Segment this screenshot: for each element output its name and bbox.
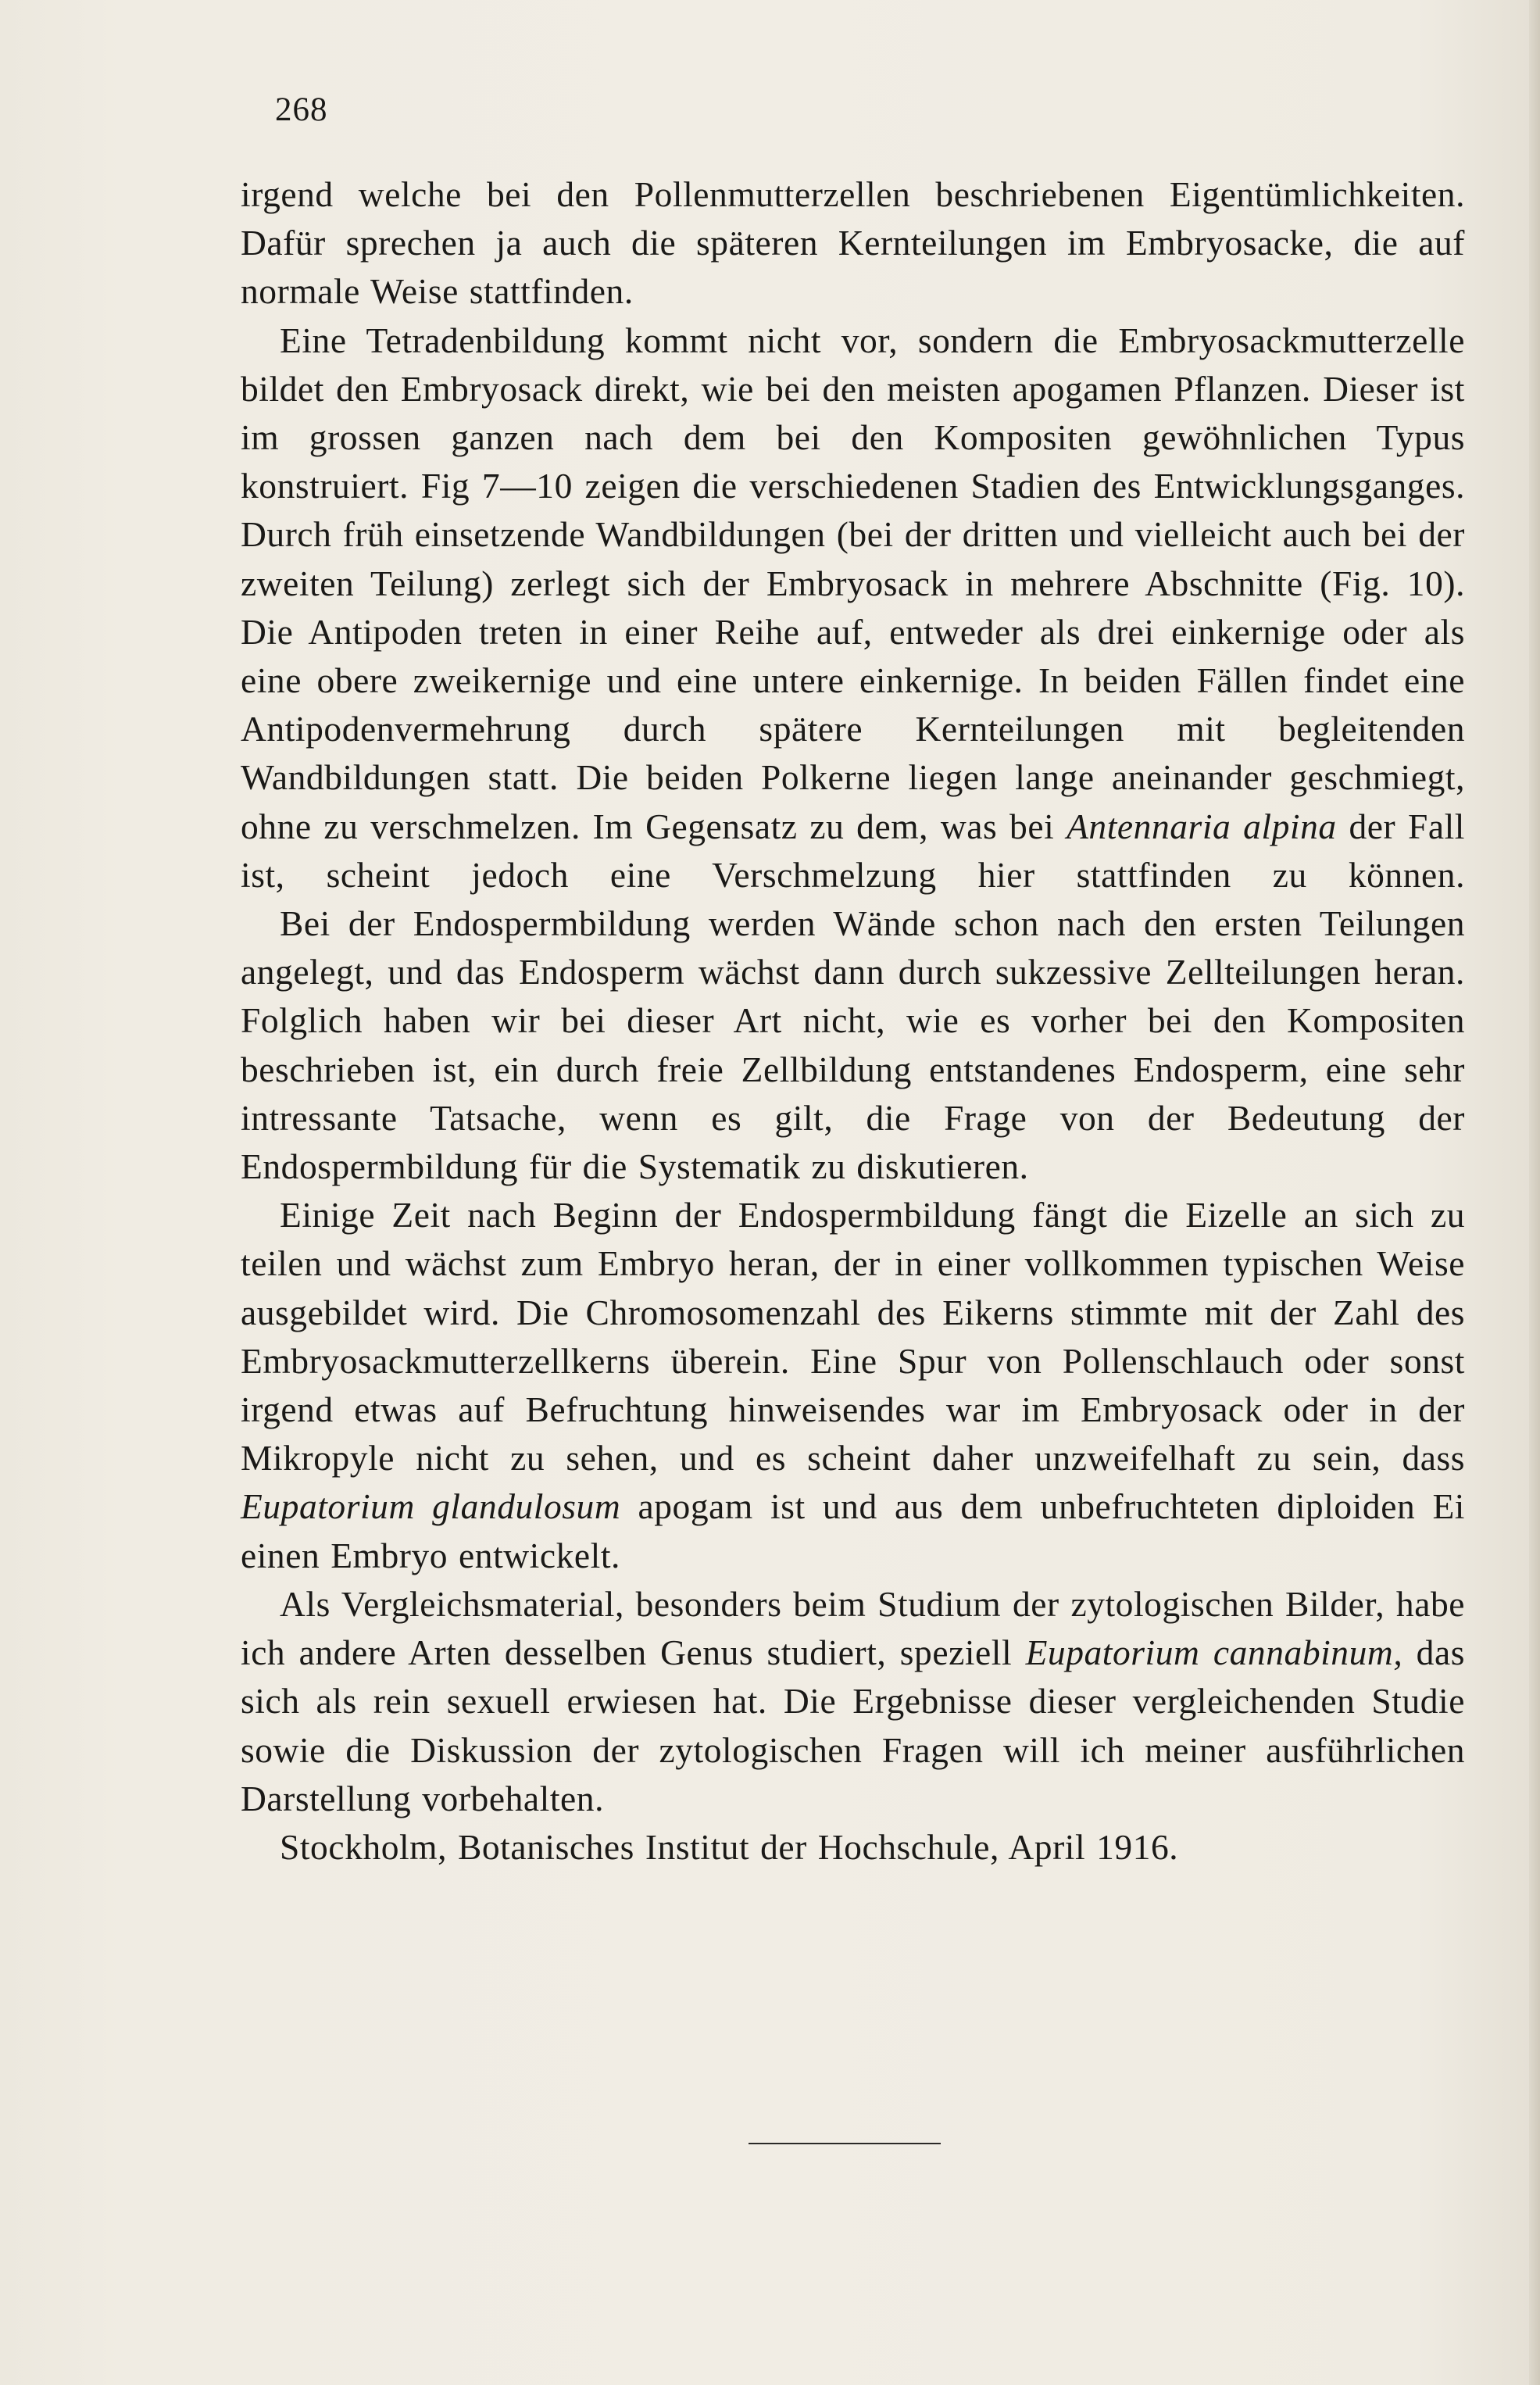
end-rule [749,2143,941,2144]
paragraph-5-text-b: das sich als rein sexuell erwiesen hat. Die Ergebnisse dieser vergleichenden Studie sowie die Diskussion der zytologischen Fragen will ich meiner ausführlichen Darstellung vorbehalten. [241,1632,1465,1818]
closing-line-text: Stockholm, Botanisches Institut der Hochschule, April 1916. [280,1826,1179,1867]
closing-line [241,1823,1465,1872]
species-name-antennaria: Antennaria alpina [1067,806,1337,846]
paragraph-3-text: Bei der Endospermbildung werden Wände schon nach den ersten Teilungen angelegt, und das Endosperm wächst dann durch sukzessive Zellteilungen heran. Folglich haben wir bei dieser Art nicht, wie es vorher bei den Kompositen beschrieben ist, ein durch freie Zellbildung entstandenes Endosperm, eine sehr intressante Tatsache, wenn es gilt, die Frage von der Bedeutung der Endospermbildung für die Systematik zu diskutieren. [241,903,1465,1187]
species-name-eupatorium-glandulosum: Eupatorium glandulosum [241,1486,621,1527]
paragraph-1 [241,170,1465,316]
paragraph-2 [241,316,1465,899]
paragraph-4-text-a: Einige Zeit nach Beginn der Endospermbildung fängt die Eizelle an sich zu teilen und wächst zum Embryo heran, der in einer vollkommen typischen Weise ausgebildet wird. Die Chromosomenzahl des Eikerns stimmte mit der Zahl des Embryosackmutterzellkerns überein. Eine Spur von Pollenschlauch oder sonst irgend etwas auf Befruchtung hinweisendes war im Embryosack oder in der Mikropyle nicht zu sehen, und es scheint daher unzweifelhaft zu sein, dass [241,1195,1465,1479]
paragraph-1-text: irgend welche bei den Pollenmutterzellen beschriebenen Eigentümlichkeiten. Dafür sprechen ja auch die späteren Kernteilungen im Embryosacke, die auf normale Weise stattfinden. [241,174,1465,312]
species-name-eupatorium-cannabinum: Eupatorium cannabinum, [1025,1632,1403,1673]
paragraph-2-text-a: Eine Tetradenbildung kommt nicht vor, sondern die Embryosackmutterzelle bildet den Embryosack direkt, wie bei den meisten apogamen Pflanzen. Dieser ist im grossen ganzen nach dem bei den Kompositen gewöhnlichen Typus konstruiert. Fig 7—10 zeigen die verschiedenen Stadien des Entwicklungsganges. Durch früh einsetzende Wandbildungen (bei der dritten und vielleicht auch bei der zweiten Teilung) zerlegt sich der Embryosack in mehrere Abschnitte (Fig. 10). Die Antipoden treten in einer Reihe auf, entweder als drei einkernige oder als eine obere zweikernige und eine untere einkernige. In beiden Fällen findet eine Antipodenvermehrung durch spätere Kernteilungen mit begleitenden Wandbildungen statt. Die beiden Polkerne liegen lange aneinander geschmiegt, ohne zu verschmelzen. Im Gegensatz zu dem, was bei [241,320,1465,846]
paragraph-4-text-b: apogam ist und aus dem unbefruchteten diploiden Ei einen Embryo entwickelt. [241,1486,1465,1575]
page-edge-shadow [1529,0,1540,2385]
paragraph-5-text-a: Als Vergleichsmaterial, besonders beim Studium der zytologischen Bilder, habe ich andere Arten desselben Genus studiert, speziell [241,1583,1465,1673]
paragraph-2-text-b: der Fall ist, scheint jedoch eine Verschmelzung hier stattfinden zu können. [241,806,1465,895]
body-text [241,170,1465,1872]
paragraph-4 [241,1191,1465,1580]
page-number: 268 [275,91,328,128]
paragraph-3 [241,899,1465,1191]
paragraph-5 [241,1580,1465,1823]
